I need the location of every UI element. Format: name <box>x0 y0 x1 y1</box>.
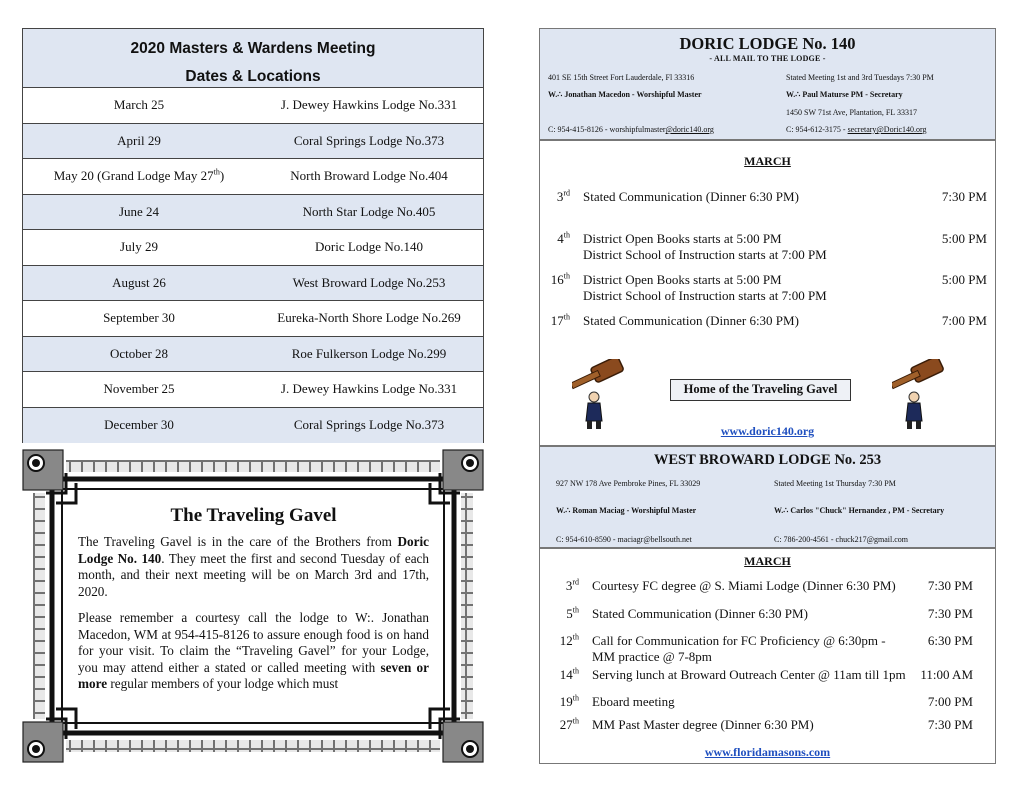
event-time: 11:00 AM <box>920 667 973 682</box>
schedule-date-close: ) <box>219 168 225 184</box>
gavel-man-illustration <box>892 359 954 431</box>
schedule-row <box>23 301 483 337</box>
schedule-date: April 29 <box>117 132 161 148</box>
doric-contact <box>548 125 714 134</box>
event-time: 7:30 PM <box>927 578 973 593</box>
wb-address: 927 NW 178 Ave Pembroke Pines, FL 33029 <box>556 479 701 488</box>
schedule-row <box>23 88 483 124</box>
gavel-p2-text: Please remember a courtesy call the lodge to W:. Jonathan Macedon, WM at 954-415-8126 to assure enough food is on hand for your visit. To claim the “Traveling Gavel” for your Lodge, you may attend either a stated or called meeting with <box>78 610 429 675</box>
schedule-date: November 25 <box>103 381 175 397</box>
schedule-date: September 30 <box>103 310 175 326</box>
schedule-date: August 26 <box>112 274 166 290</box>
gavel-man-illustration <box>572 359 634 431</box>
event-day: 3rd <box>556 188 570 204</box>
event-day: 16th <box>550 271 570 287</box>
west-broward-header <box>539 446 996 548</box>
event-text-line2: District School of Instruction starts at 7:00 PM <box>583 288 827 303</box>
event-text: Call for Communication for FC Proficiency @ 6:30pm - <box>592 633 886 648</box>
event-day: 5th <box>566 605 579 621</box>
home-of-traveling-gavel-label: Home of the Traveling Gavel <box>670 379 851 401</box>
schedule-subtitle: Dates & Locations <box>185 68 321 85</box>
doric-stated-meeting: Stated Meeting 1st and 3rd Tuesdays 7:30 PM <box>786 73 934 82</box>
wb-month-heading: MARCH <box>744 554 791 568</box>
schedule-row <box>23 337 483 373</box>
event-text: Stated Communication (Dinner 6:30 PM) <box>592 606 808 621</box>
event-day: 3rd <box>565 577 579 593</box>
schedule-lodge: Eureka-North Shore Lodge No.269 <box>277 310 461 326</box>
gavel-paragraph-1 <box>78 534 429 600</box>
traveling-gavel-text <box>78 505 429 755</box>
schedule-lodge: North Broward Lodge No.404 <box>290 168 448 184</box>
doric-secretary-address: 1450 SW 71st Ave, Plantation, FL 33317 <box>786 108 917 117</box>
schedule-row <box>23 408 483 444</box>
doric-secretary: W.∴ Paul Maturse PM - Secretary <box>786 90 903 99</box>
west-broward-calendar <box>539 548 996 764</box>
gavel-p1-lodge: Doric Lodge No. 140 <box>78 534 429 566</box>
doric-secretary-contact <box>786 125 927 134</box>
gavel-paragraph-2 <box>78 610 429 693</box>
meeting-schedule-table <box>22 28 484 443</box>
wb-contact: C: 954-610-8590 - maciagr@bellsouth.net <box>556 535 692 544</box>
doric-lodge-header <box>539 28 996 140</box>
schedule-date: July 29 <box>120 239 158 255</box>
doric-address: 401 SE 15th Street Fort Lauderdale, Fl 33316 <box>548 73 695 82</box>
event-time: 5:00 PM <box>941 272 987 287</box>
event-text: Stated Communication (Dinner 6:30 PM) <box>583 189 799 204</box>
schedule-lodge: North Star Lodge No.405 <box>302 203 436 219</box>
event-text: MM Past Master degree (Dinner 6:30 PM) <box>592 717 814 732</box>
schedule-title: 2020 Masters & Wardens Meeting <box>130 40 376 57</box>
event-day: 12th <box>559 632 579 648</box>
doric-lodge-calendar <box>539 140 996 446</box>
doric-master: W.∴ Jonathan Macedon - Worshipful Master <box>548 90 702 99</box>
event-day: 14th <box>559 666 579 682</box>
schedule-date: June 24 <box>118 203 160 219</box>
event-day: 19th <box>559 693 579 709</box>
event-time: 7:00 PM <box>927 694 973 709</box>
doric-secretary-email-link[interactable]: secretary@Doric140.org <box>847 125 927 134</box>
doric-title: DORIC LODGE No. 140 <box>679 34 856 53</box>
gavel-p2-rest: regular members of your lodge which must <box>107 676 339 691</box>
wb-secretary-contact: C: 786-200-4561 - chuck217@gmail.com <box>774 535 909 544</box>
event-time: 7:30 PM <box>927 606 973 621</box>
event-time: 7:00 PM <box>941 313 987 328</box>
schedule-row <box>23 266 483 302</box>
gavel-p2-bold: seven or more <box>78 659 429 691</box>
schedule-row <box>23 159 483 195</box>
event-day: 17th <box>550 312 570 328</box>
event-text: District Open Books starts at 5:00 PM <box>583 231 782 246</box>
traveling-gavel-frame <box>22 449 484 763</box>
doric-email-link[interactable]: @doric140.org <box>665 125 714 134</box>
event-text: District Open Books starts at 5:00 PM <box>583 272 782 287</box>
west-broward-title: WEST BROWARD LODGE No. 253 <box>653 452 882 468</box>
event-text: Eboard meeting <box>592 694 675 709</box>
floridamasons-website-link[interactable]: www.floridamasons.com <box>704 745 831 759</box>
event-day: 27th <box>559 716 579 732</box>
schedule-row <box>23 372 483 408</box>
doric-contact-phone: C: 954-415-8126 - worshipfulmaster <box>548 125 666 134</box>
schedule-row <box>23 124 483 160</box>
event-time: 7:30 PM <box>927 717 973 732</box>
traveling-gavel-title: The Traveling Gavel <box>170 505 337 526</box>
date-ordinal: th <box>213 167 220 177</box>
gavel-p1-text: The Traveling Gavel is in the care of the Brothers from <box>78 534 398 549</box>
schedule-lodge: West Broward Lodge No.253 <box>292 274 446 290</box>
event-text: Serving lunch at Broward Outreach Center @ 11am till 1pm <box>592 667 906 682</box>
doric-subtitle: - ALL MAIL TO THE LODGE - <box>709 54 826 63</box>
event-time: 7:30 PM <box>941 189 987 204</box>
doric-secretary-phone: C: 954-612-3175 - <box>786 125 848 134</box>
schedule-date: December 30 <box>104 417 174 433</box>
schedule-date-text: May 20 (Grand Lodge May 27 <box>53 168 214 184</box>
schedule-date <box>23 168 255 184</box>
gavel-p1-rest: . They meet the first and second Tuesday of each month, and their next meeting will be on March 3rd and 17th, 2020. <box>78 550 429 599</box>
event-text-line2: District School of Instruction starts at 7:00 PM <box>583 247 827 262</box>
schedule-lodge: J. Dewey Hawkins Lodge No.331 <box>280 381 458 397</box>
event-text: Courtesy FC degree @ S. Miami Lodge (Dinner 6:30 PM) <box>592 578 896 593</box>
schedule-lodge: Coral Springs Lodge No.373 <box>293 417 445 433</box>
event-time: 5:00 PM <box>941 231 987 246</box>
wb-secretary: W.∴ Carlos "Chuck" Hernandez , PM - Secretary <box>774 506 945 515</box>
schedule-lodge: Coral Springs Lodge No.373 <box>293 132 445 148</box>
schedule-header <box>23 29 483 88</box>
schedule-date: March 25 <box>113 97 165 113</box>
schedule-row <box>23 230 483 266</box>
event-text: Stated Communication (Dinner 6:30 PM) <box>583 313 799 328</box>
wb-master: W.∴ Roman Maciag - Worshipful Master <box>556 506 697 515</box>
schedule-row <box>23 195 483 231</box>
doric-month-heading: MARCH <box>744 154 791 168</box>
doric-website-link[interactable]: www.doric140.org <box>720 424 815 438</box>
event-day: 4th <box>557 230 570 246</box>
event-text-line2: MM practice @ 7-8pm <box>592 649 712 664</box>
schedule-lodge: J. Dewey Hawkins Lodge No.331 <box>280 97 458 113</box>
event-time: 6:30 PM <box>927 633 973 648</box>
schedule-lodge: Doric Lodge No.140 <box>315 239 423 255</box>
schedule-lodge: Roe Fulkerson Lodge No.299 <box>291 345 447 361</box>
wb-stated-meeting: Stated Meeting 1st Thursday 7:30 PM <box>774 479 896 488</box>
schedule-date: October 28 <box>109 345 169 361</box>
